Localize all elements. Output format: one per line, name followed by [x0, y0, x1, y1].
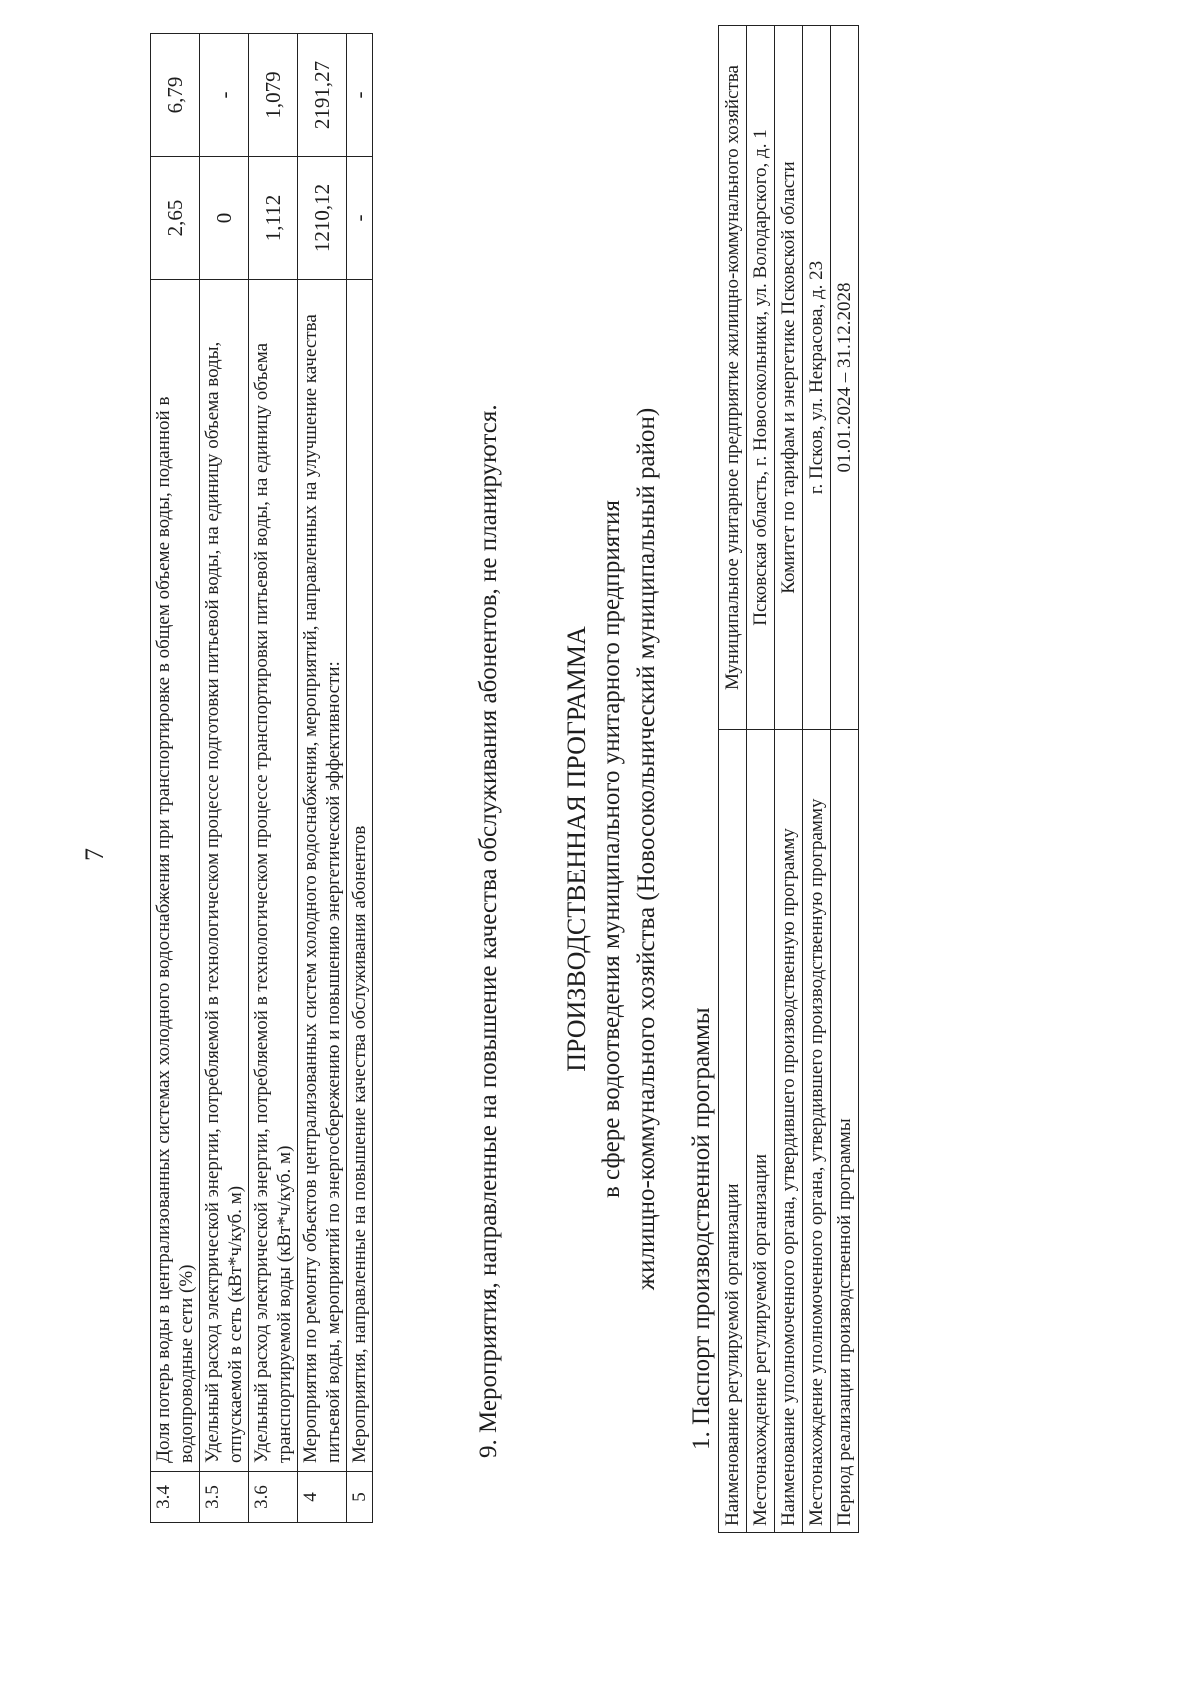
row-number: 5: [347, 1472, 373, 1523]
passport-value: 01.01.2024 – 31.12.2028: [831, 26, 859, 730]
program-title: ПРОИЗВОДСТВЕННАЯ ПРОГРАММА: [562, 626, 591, 1072]
row-description: Доля потерь воды в централизованных системах холодного водоснабжения при транспортировке в общем объеме воды, поданной в водопроводные сети (%): [151, 280, 200, 1472]
row-description: Мероприятия, направленные на повышение качества обслуживания абонентов: [347, 280, 373, 1472]
row-value-2: 1,079: [249, 34, 298, 157]
table-row: [249, 34, 298, 1523]
table-row: [719, 26, 747, 1533]
row-value-2: 6,79: [151, 34, 200, 157]
row-description: Удельный расход электрической энергии, потребляемой в технологическом процессе подготовки питьевой воды, на единицу объема воды, отпускаемой в сеть (кВт*ч/куб. м): [200, 280, 249, 1472]
indicators-table: [150, 33, 373, 1523]
table-row: [200, 34, 249, 1523]
passport-label: Наименование регулируемой организации: [719, 730, 747, 1533]
row-value-1: 1210,12: [298, 157, 347, 280]
passport-label: Местонахождение уполномоченного органа, утвердившего производственную программу: [803, 730, 831, 1533]
table-row: [747, 26, 775, 1533]
row-description: Мероприятия по ремонту объектов централизованных систем холодного водоснабжения, мероприятий, направленных на улучшение качества питьевой воды, мероприятий по энергосбережению и повышению энергетической эффективности:: [298, 280, 347, 1472]
table-row: [151, 34, 200, 1523]
row-number: 3.4: [151, 1472, 200, 1523]
section-1-heading: 1. Паспорт производственной программы: [688, 1007, 715, 1450]
row-value-1: 0: [200, 157, 249, 280]
passport-value: Комитет по тарифам и энергетике Псковской области: [775, 26, 803, 730]
row-number: 3.6: [249, 1472, 298, 1523]
passport-label: Период реализации производственной программы: [831, 730, 859, 1533]
passport-label: Наименование уполномоченного органа, утвердившего производственную программу: [775, 730, 803, 1533]
table-row: [347, 34, 373, 1523]
passport-value: Муниципальное унитарное предприятие жилищно-коммунального хозяйства: [719, 26, 747, 730]
row-value-2: -: [200, 34, 249, 157]
table-row: [831, 26, 859, 1533]
row-number: 3.5: [200, 1472, 249, 1523]
table-row: [803, 26, 831, 1533]
passport-value: Псковская область, г. Новосокольники, ул. Володарского, д. 1: [747, 26, 775, 730]
row-number: 4: [298, 1472, 347, 1523]
table-row: [298, 34, 347, 1523]
table-row: [775, 26, 803, 1533]
row-value-2: -: [347, 34, 373, 157]
row-value-1: 2,65: [151, 157, 200, 280]
row-description: Удельный расход электрической энергии, потребляемой в технологическом процессе транспортировки питьевой воды, на единицу объема транспортируемой воды (кВт*ч/куб. м): [249, 280, 298, 1472]
program-subtitle-1: в сфере водоотведения муниципального унитарного предприятия: [598, 500, 625, 1199]
passport-value: г. Псков, ул. Некрасова, д. 23: [803, 26, 831, 730]
passport-table: [718, 25, 859, 1533]
row-value-1: 1,112: [249, 157, 298, 280]
passport-label: Местонахождение регулируемой организации: [747, 730, 775, 1533]
section-9-text: 9. Мероприятия, направленные на повышение качества обслуживания абонентов, не планируются.: [475, 404, 502, 1458]
row-value-1: -: [347, 157, 373, 280]
page-number: 7: [80, 848, 109, 861]
row-value-2: 2191,27: [298, 34, 347, 157]
program-subtitle-2: жилищно-коммунального хозяйства (Новосокольнический муниципальный район): [633, 407, 660, 1291]
